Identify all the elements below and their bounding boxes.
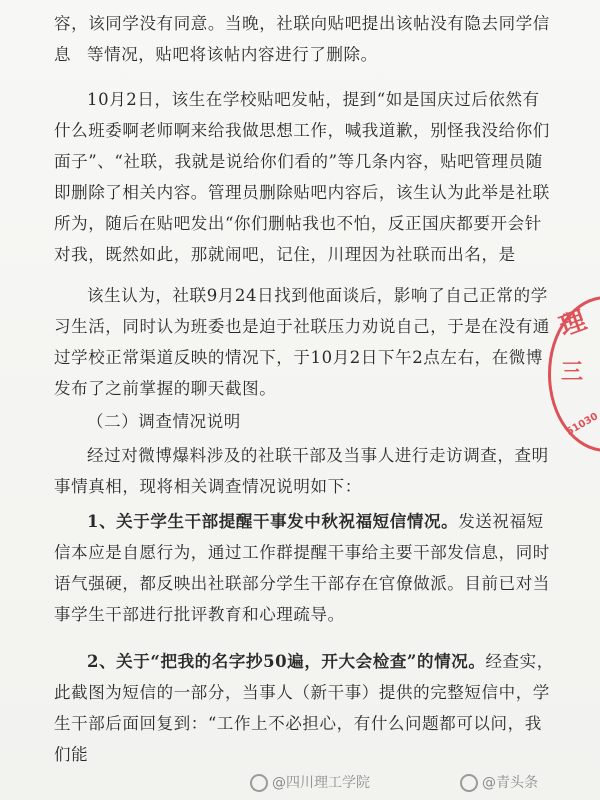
paragraph-4: 经过对微博爆料涉及的社联干部及当事人进行走访调查，查明事情真相，现将相关调查情况说明如下： (54, 446, 549, 496)
paragraph-3: 该生认为，社联9月24日找到他面谈后，影响了自己正常的学习生活，同时认为班委也是迫于社联压力劝说自己，于是在没有通过学校正常渠道反映的情况下，于10月2日下午2点左右，在微博发布了之前掌握的聊天截图。 (54, 286, 550, 398)
watermark-right-text: @青头条 (482, 775, 538, 791)
paragraph-1-line-1: 容，该同学没有同意。当晚，社联向贴吧提出该帖没有隐去同学信息 (54, 14, 550, 64)
paragraph-5-heading: 1、关于学生干部提醒干事发中秋祝福短信情况。 (87, 512, 459, 531)
paragraph-6-heading: 2、关于“把我的名字抄50遍，开大会检查”的情况。 (87, 652, 486, 671)
paragraph-5-body: 发送祝福短信本应是自愿行为，通过工作群提醒干事给主要干部发信息，同时语气强硬，都反映出社联部分学生干部存在官僚做派。目前已对当事学生干部进行批评教育和心理疏导。 (54, 512, 550, 624)
weibo-icon (460, 774, 478, 792)
weibo-icon (250, 774, 268, 792)
section-heading-2: （二）调查情况说明 (87, 412, 241, 431)
paragraph-1-line-2: 等情况，贴吧将该帖内容进行了删除。 (87, 45, 378, 64)
paragraph-5 (54, 506, 554, 630)
watermark-left-text: @四川理工学院 (272, 775, 370, 791)
stamp-mark: 三 (561, 360, 584, 385)
stamp-digits: 51030 (564, 411, 600, 438)
watermark-left (250, 772, 370, 792)
paragraph-6 (54, 646, 554, 770)
paragraph-2: 10月2日，该生在学校贴吧发帖，提到“如是国庆过后依然有什么班委啊老师啊来给我做思想工作，喊我道歉，别怪我没给你们面子”、“社联，我就是说给你们看的”等几条内容，贴吧管理员随即删除了相关内容。管理员删除贴吧内容后，该生认为此举是社联所为，随后在贴吧发出“你们删帖我也不怕，反正国庆都要开会针对我，既然如此，那就闹吧，记住，川理因为社联而出名，是 (54, 90, 550, 264)
official-seal-stamp (548, 296, 600, 452)
stamp-char: 理 (555, 305, 591, 343)
watermark-right (460, 772, 538, 792)
paragraph-6-body: 经查实，此截图为短信的一部分，当事人（新干事）提供的完整短信中，学生干部后面回复到：“工作上不必担心，有什么问题都可以问，我们能 (54, 652, 554, 764)
